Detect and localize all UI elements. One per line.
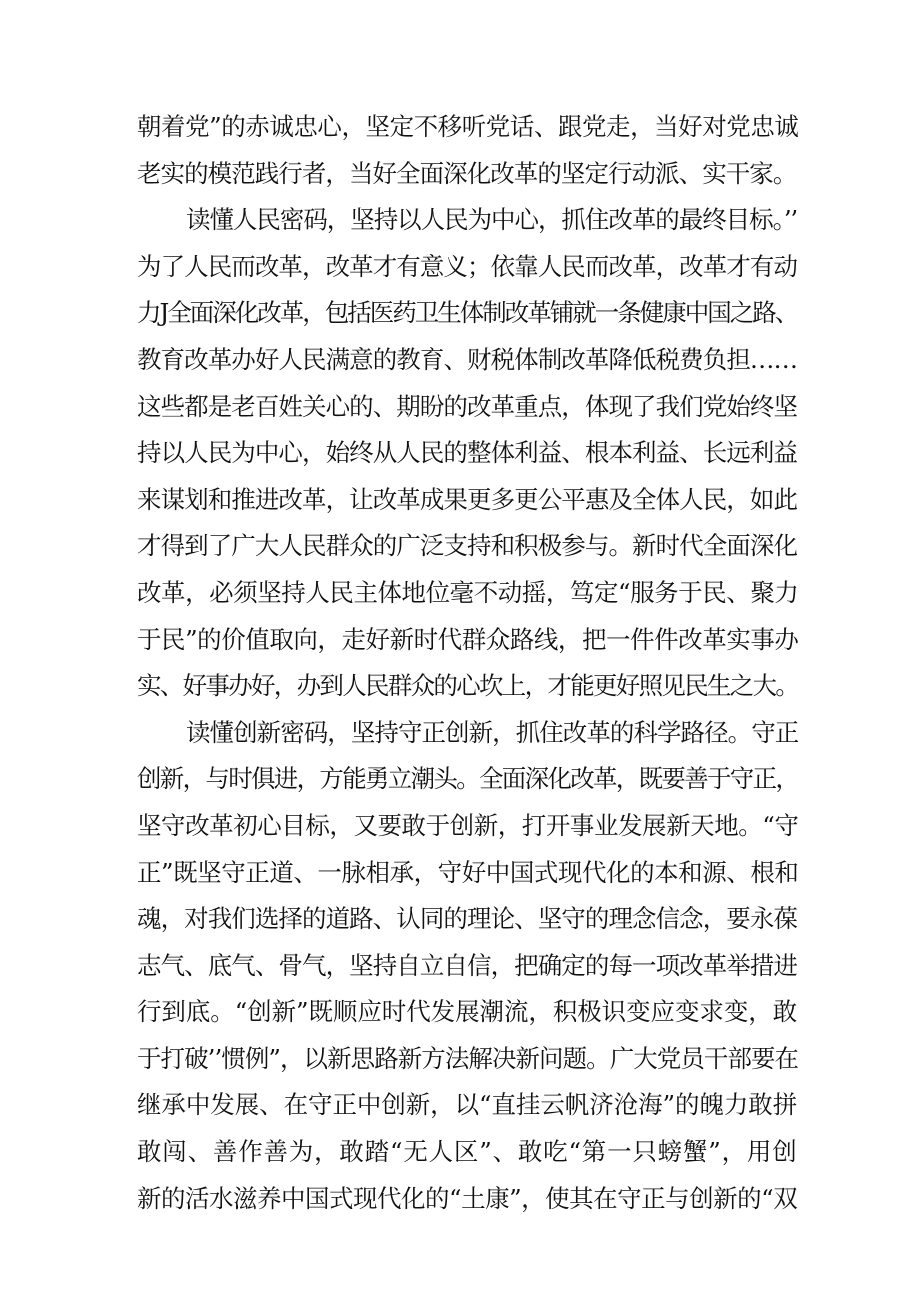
text-line: 力J全面深化改革，包括医药卫生体制改革铺就一条健康中国之路、 (137, 298, 797, 328)
text-line: 读懂人民密码，坚持以人民为中心，抓住改革的最终目标。’’ (186, 205, 797, 235)
text-line: 于民”的价值取向，走好新时代群众路线，把一件件改革实事办 (137, 624, 799, 654)
document-body (137, 104, 797, 1222)
paragraph-2 (137, 197, 797, 710)
paragraph-3 (137, 710, 797, 1223)
text-line: 老实的模范践行者，当好全面深化改革的坚定行动派、实干家。 (137, 158, 797, 188)
text-line: 正”既坚守正道、一脉相承，守好中国式现代化的本和源、根和 (137, 857, 799, 887)
text-line: 这些都是老百姓关心的、期盼的改革重点，体现了我们党始终坚 (137, 391, 797, 421)
text-line: 敢闯、善作善为，敢踏“无人区”、敢吃“第一只螃蟹”，用创 (137, 1137, 797, 1167)
text-line: 来谋划和推进改革，让改革成果更多更公平惠及全体人民，如此 (137, 484, 797, 514)
text-line: 教育改革办好人民满意的教育、财税体制改革降低税费负担…… (137, 344, 797, 374)
text-line: 魂，对我们选择的道路、认同的理论、坚守的理念信念，要永葆 (137, 904, 797, 934)
text-line: 持以人民为中心，始终从人民的整体利益、根本利益、长远利益 (137, 438, 797, 468)
text-line: 新的活水滋养中国式现代化的“土康”，使其在守正与创新的“双 (137, 1183, 797, 1213)
text-line: 才得到了广大人民群众的广泛支持和积极参与。新时代全面深化 (137, 531, 797, 561)
text-line: 创新，与时俱进，方能勇立潮头。全面深化改革，既要善于守正， (137, 764, 799, 794)
text-line: 于打破’’惯例”，以新思路新方法解决新问题。广大党员干部要在 (137, 1043, 799, 1073)
text-line: 继承中发展、在守正中创新，以“直挂云帆济沧海”的魄力敢拼 (137, 1090, 797, 1120)
text-line: 坚守改革初心目标，又要敢于创新，打开事业发展新天地。“守 (137, 810, 799, 840)
paragraph-1 (137, 104, 797, 197)
text-line: 改革，必须坚持人民主体地位毫不动摇，笃定“服务于民、聚力 (137, 577, 799, 607)
text-line: 为了人民而改革，改革才有意义；依靠人民而改革，改革才有动 (137, 251, 797, 281)
text-line: 读懂创新密码，坚持守正创新，抓住改革的科学路径。守正 (186, 717, 799, 747)
text-line: 行到底。“创新”既顺应时代发展潮流，积极识变应变求变，敢 (137, 997, 797, 1027)
text-line: 朝着党”的赤诚忠心，坚定不移听党话、跟党走，当好对党忠诚 (137, 112, 799, 141)
text-line: 志气、底气、骨气，坚持自立自信，把确定的每一项改革举措进 (137, 950, 797, 980)
text-line: 实、好事办好，办到人民群众的心坎上，才能更好照见民生之大。 (137, 671, 799, 701)
